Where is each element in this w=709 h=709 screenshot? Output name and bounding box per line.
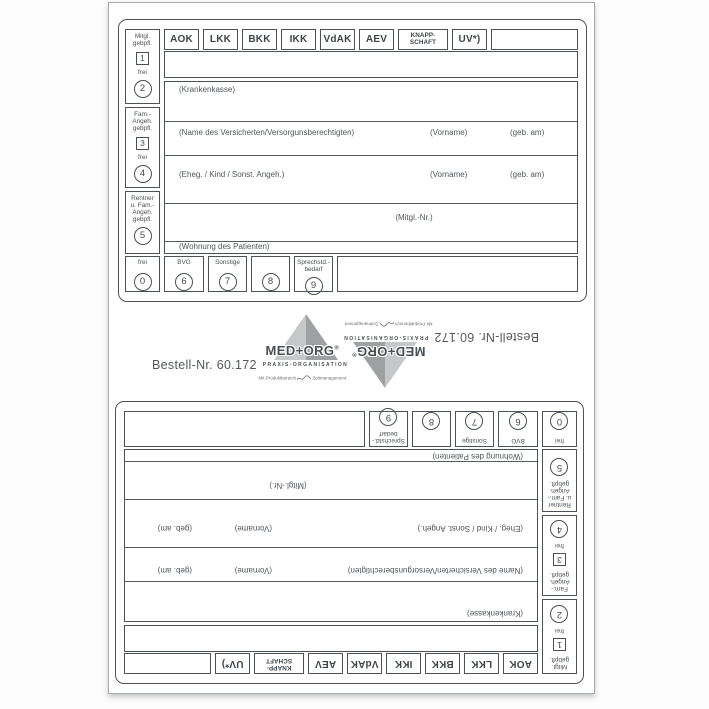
brand-group-right — [342, 316, 539, 390]
signature-squiggle-icon — [380, 320, 394, 327]
kasse-empty-box — [491, 29, 578, 50]
label-line: Rentner — [548, 501, 571, 508]
row-versicherter — [165, 121, 577, 155]
label-line: gebpfl. — [132, 40, 153, 47]
label-line: Angeh. — [549, 487, 570, 494]
kasse-bkk: BKK — [425, 653, 460, 674]
brand-left: MED — [265, 343, 296, 358]
circled-number-8: 8 — [262, 273, 280, 291]
label-line: Mitgl. — [134, 33, 151, 40]
rentner-label — [131, 195, 155, 223]
circled-number-8: 8 — [423, 412, 441, 430]
kasse-knappschaft — [254, 653, 304, 674]
kasse-lkk: LKK — [203, 29, 238, 50]
kasse-ikk: IKK — [281, 29, 316, 50]
boxed-number-1: 1 — [553, 638, 566, 651]
mitgl-nr-label: (Mitgl.-Nr.) — [269, 481, 307, 490]
code-boxes-row — [124, 411, 577, 447]
medorg-logo — [342, 316, 433, 390]
circled-number-9: 9 — [380, 408, 398, 426]
wohnung-label: (Wohnung des Patienten) — [432, 452, 523, 461]
rentner-label — [548, 480, 572, 508]
label-line: gebpfl. — [132, 125, 153, 132]
medorg-logo — [258, 312, 349, 386]
kasse-stamp-area — [124, 625, 538, 652]
brand-wordmark — [263, 343, 342, 358]
brand-right: ORG — [356, 344, 388, 359]
circled-number-5: 5 — [551, 458, 569, 476]
order-number: Bestell-Nr. 60.172 — [434, 330, 539, 344]
label-line: gebpfl. — [549, 480, 570, 487]
row-angehoeriger — [165, 155, 577, 203]
brand-wordmark — [349, 344, 428, 359]
code-box-8 — [251, 256, 290, 292]
circled-number-7: 7 — [219, 273, 237, 291]
kasse-ikk: IKK — [386, 653, 421, 674]
kasse-stamp-area — [164, 51, 578, 78]
sprechstd-label — [372, 430, 405, 443]
left-section-rentner — [542, 449, 577, 512]
row-wohnung — [125, 450, 537, 462]
plus-glyph: + — [387, 344, 396, 359]
patient-fields-block — [124, 449, 538, 622]
label-line: gebpfl. — [132, 216, 153, 223]
brand-right: ORG — [303, 343, 335, 358]
kasse-uv: UV*) — [215, 653, 250, 674]
brand-left: MED — [395, 344, 426, 359]
signature-squiggle-icon — [297, 375, 311, 382]
tagline-right: Zeitmanagement — [312, 375, 347, 381]
kassen-header-row — [124, 653, 538, 674]
bvg-label: BVG — [177, 259, 191, 266]
label-line: u. Fam.- — [130, 202, 155, 209]
eheg-label: (Eheg. / Kind / Sonst. Angeh.) — [179, 170, 285, 179]
brand-subtitle: PRAXIS-ORGANISATION — [342, 334, 429, 340]
vorname-label: (Vorname) — [430, 170, 468, 179]
left-section-mitglied — [542, 599, 577, 674]
familie-label — [132, 111, 152, 132]
kasse-vdak: VdAK — [347, 653, 382, 674]
kasse-empty-box — [124, 653, 211, 674]
left-section-mitglied — [125, 29, 160, 104]
code-box-bvg — [164, 256, 204, 292]
tagline-left: Mit Produktbereich — [395, 321, 433, 327]
label-line: gebpfl. — [549, 571, 570, 578]
code-box-frei — [542, 411, 577, 447]
label-line: KNAPP- — [410, 31, 436, 39]
vorname-label: (Vorname) — [234, 566, 272, 575]
mitglied-label — [550, 656, 569, 670]
kasse-aev: AEV — [359, 29, 394, 50]
boxed-number-3: 3 — [553, 553, 566, 566]
form-card-top — [118, 19, 587, 302]
boxed-number-3: 3 — [136, 137, 149, 150]
kasse-uv: UV*) — [452, 29, 487, 50]
circled-number-0: 0 — [551, 412, 569, 430]
brand-group-left — [152, 312, 349, 386]
form-card-bottom — [115, 401, 584, 684]
label-line: bedarf — [304, 265, 323, 273]
eheg-label: (Eheg. / Kind / Sonst. Angeh.) — [417, 524, 523, 533]
label-line: bedarf — [379, 430, 398, 438]
kasse-lkk: LKK — [464, 653, 499, 674]
brand-tagline — [257, 375, 348, 382]
frei-label: frei — [138, 69, 147, 76]
label-line: Rentner — [131, 195, 154, 202]
geb-am-label: (geb. am) — [510, 170, 545, 179]
left-section-familie — [542, 515, 577, 596]
tagline-right: Zeitmanagement — [344, 321, 379, 327]
registered-mark: ® — [351, 350, 357, 357]
label-line: gebpfl. — [549, 656, 570, 663]
familie-label — [549, 571, 569, 592]
left-section-rentner — [125, 191, 160, 254]
sonstige-label: Sonstige — [462, 437, 487, 444]
row-mitglied-nr — [125, 462, 537, 500]
vorname-label: (Vorname) — [234, 524, 272, 533]
label-line: Mitgl. — [551, 663, 568, 670]
patient-fields-block — [164, 81, 578, 254]
label-line: Fam.- — [134, 111, 151, 118]
geb-am-label: (geb. am) — [157, 566, 192, 575]
circled-number-6: 6 — [509, 412, 527, 430]
wohnung-label: (Wohnung des Patienten) — [179, 242, 270, 251]
code-box-bvg — [498, 411, 538, 447]
geb-am-label: (geb. am) — [510, 128, 545, 137]
mitglied-label — [133, 33, 152, 47]
left-section-familie — [125, 107, 160, 188]
kasse-bkk: BKK — [242, 29, 277, 50]
kasse-vdak: VdAK — [320, 29, 355, 50]
boxed-number-1: 1 — [136, 52, 149, 65]
plus-glyph: + — [295, 343, 304, 358]
code-box-8 — [412, 411, 451, 447]
bvg-label: BVG — [511, 437, 525, 444]
circled-number-0: 0 — [134, 273, 152, 291]
label-line: Sprechstd.- — [297, 259, 330, 266]
sonstige-label: Sonstige — [215, 259, 240, 266]
circled-number-7: 7 — [466, 412, 484, 430]
brand-tagline — [343, 320, 434, 327]
tagline-left: Mit Produktbereich — [258, 375, 296, 381]
label-line: Angeh. — [549, 578, 570, 585]
circled-number-2: 2 — [551, 605, 569, 623]
code-box-frei — [125, 256, 160, 292]
frei-label: frei — [555, 437, 564, 444]
row-angehoeriger — [125, 500, 537, 548]
krankenkasse-label: (Krankenkasse) — [179, 85, 236, 94]
registered-mark: ® — [334, 345, 340, 352]
kasse-aev: AEV — [308, 653, 343, 674]
label-line: KNAPP- — [266, 664, 292, 672]
circled-number-4: 4 — [551, 520, 569, 538]
code-box-sprechstundenbedarf — [369, 411, 408, 447]
frei-label: frei — [138, 259, 147, 266]
krankenkasse-label: (Krankenkasse) — [466, 609, 523, 618]
row-krankenkasse — [125, 582, 537, 621]
geb-am-label: (geb. am) — [157, 524, 192, 533]
circled-number-2: 2 — [134, 80, 152, 98]
code-boxes-row — [125, 256, 578, 292]
mitgl-nr-label: (Mitgl.-Nr.) — [395, 213, 433, 222]
code-box-sprechstundenbedarf — [294, 256, 333, 292]
kasse-knappschaft — [398, 29, 448, 50]
vorname-label: (Vorname) — [430, 128, 468, 137]
row-versicherter — [125, 548, 537, 582]
sheet — [108, 2, 595, 694]
frei-label: frei — [555, 627, 564, 634]
label-line: u. Fam.- — [547, 494, 572, 501]
name-label: (Name des Versicherten/Versorgunsberechtigten) — [347, 566, 523, 575]
kasse-aok: AOK — [164, 29, 199, 50]
code-box-sonstige — [455, 411, 494, 447]
circled-number-6: 6 — [175, 273, 193, 291]
frei-label: frei — [138, 154, 147, 161]
frei-label: frei — [555, 542, 564, 549]
kassen-header-row — [164, 29, 578, 50]
circled-number-9: 9 — [305, 277, 323, 295]
row-wohnung — [165, 241, 577, 253]
circled-number-5: 5 — [134, 227, 152, 245]
sprechstd-label — [297, 260, 330, 273]
label-line: Fam.- — [551, 585, 568, 592]
label-line: Sprechstd.- — [372, 437, 405, 444]
order-number: Bestell-Nr. 60.172 — [152, 358, 257, 372]
row-krankenkasse — [165, 82, 577, 121]
code-box-sonstige — [208, 256, 247, 292]
label-line: Angeh. — [132, 118, 153, 125]
code-box-empty — [337, 256, 578, 292]
kasse-aok: AOK — [503, 653, 538, 674]
row-mitglied-nr — [165, 203, 577, 241]
code-box-empty — [124, 411, 365, 447]
brand-subtitle: PRAXIS-ORGANISATION — [262, 362, 349, 368]
name-label: (Name des Versicherten/Versorgunsberechtigten) — [179, 128, 355, 137]
label-line: SCHAFT — [409, 38, 437, 46]
circled-number-4: 4 — [134, 165, 152, 183]
label-line: Angeh. — [132, 209, 153, 216]
label-line: SCHAFT — [265, 657, 293, 665]
